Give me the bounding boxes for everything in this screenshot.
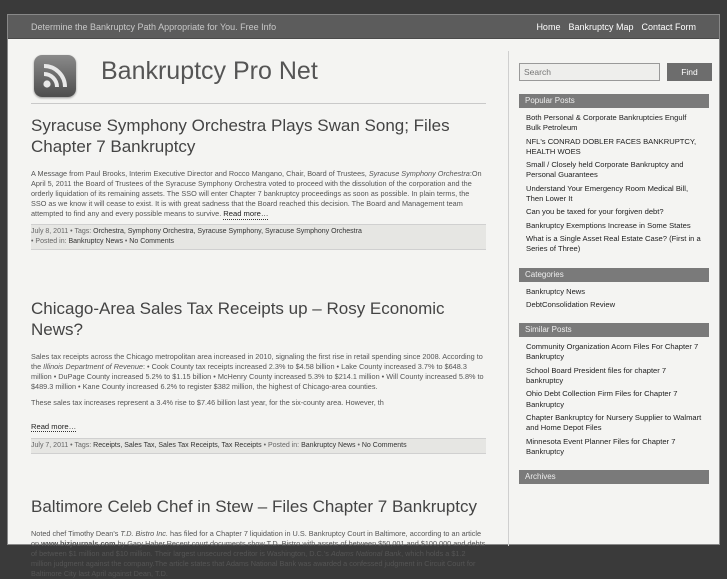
post-meta: July 8, 2011 • Tags: Orchestra, Symphony Orchestra, Syracuse Symphony, Syracuse Symphony Orchestra • Posted in: Bankruptcy News • No Comments xyxy=(31,224,486,250)
post-tags-links[interactable]: Orchestra, Symphony Orchestra, Syracuse Symphony, Syracuse Symphony Orchestra xyxy=(93,228,362,235)
popular-post-link[interactable]: What is a Single Asset Real Estate Case? (First in a Series of Three) xyxy=(526,233,701,254)
site-tagline: Determine the Bankruptcy Path Appropriate for You. Free Info xyxy=(31,21,277,32)
page xyxy=(7,14,720,578)
site-header xyxy=(31,51,486,104)
popular-post-link[interactable]: Bankruptcy Exemptions Increase in Some States xyxy=(526,220,691,230)
nav-bankruptcy-map-link[interactable]: Bankruptcy Map xyxy=(568,21,634,32)
widget-title: Popular Posts xyxy=(519,94,709,108)
post-excerpt: Noted chef Timothy Dean's T.D. Bistro Inc. has filed for a Chapter 7 liquidation in U.S. Bankruptcy Court in Baltimore, according to an article on www.bizjournals.com by Gary Haber.Recent court documents show T.D. Bistro with assets of between $50,001 and $100,000 and debts of between $1 million and $10 million. Their largest unsecured creditor is Washington, D.C.'s Adams National Bank, which holds a $1.2 million judgment against the company.The article states that Adams National Bank was awarded a confessed judgment in Circuit Court for Baltimore City last April against Dean, T.D. xyxy=(31,529,486,578)
top-nav xyxy=(536,22,696,32)
categories-widget xyxy=(519,268,721,318)
popular-post-link[interactable]: Can you be taxed for your forgiven debt? xyxy=(526,207,664,217)
search-form xyxy=(519,63,721,81)
search-input[interactable] xyxy=(519,63,660,81)
post xyxy=(31,298,486,482)
post xyxy=(31,496,486,579)
widget-title: Archives xyxy=(519,470,709,484)
post-tags-links[interactable]: Receipts, Sales Tax, Sales Tax Receipts, Tax Receipts xyxy=(93,442,262,449)
read-more-link[interactable]: Read more… xyxy=(223,209,269,218)
post-category-link[interactable]: Bankruptcy News xyxy=(301,442,356,449)
top-bar xyxy=(8,15,719,39)
nav-contact-form-link[interactable]: Contact Form xyxy=(641,21,696,32)
widget-title: Similar Posts xyxy=(519,323,709,337)
post-category-link[interactable]: Bankruptcy News xyxy=(68,238,123,245)
category-link[interactable]: Bankruptcy News xyxy=(526,286,586,296)
widget-title: Categories xyxy=(519,268,709,282)
popular-posts-widget xyxy=(519,94,721,262)
popular-post-link[interactable]: NFL's CONRAD DOBLER FACES BANKRUPTCY, HEALTH WOES xyxy=(526,136,697,156)
popular-post-link[interactable]: Small / Closely held Corporate Bankruptcy and Personal Guarantees xyxy=(526,160,684,180)
post-comments-link[interactable]: No Comments xyxy=(361,442,407,449)
nav-home-link[interactable]: Home xyxy=(536,21,561,32)
post-excerpt: Sales tax receipts across the Chicago metropolitan area increased in 2010, signaling the first rise in retail spending since 2008. According to the Illinois Department of Revenue: • Cook County tax receipts increased 2.3% to $4.58 billion • Lake County increased 3.7% to $648.3 million • DuPage County increased 5.2% to $1.15 billion • McHenry County increased 5.3% to $214.1 million • Will County increased 5.8% to $489.3 million • Kane County increased 6.2% to register $382 million, the highest of Chicago-area counties. xyxy=(31,352,484,391)
similar-post-link[interactable]: Community Organization Acorn Files For Chapter 7 Bankruptcy xyxy=(526,342,699,362)
popular-post-link[interactable]: Both Personal & Corporate Bankruptcies Engulf Bulk Petroleum xyxy=(526,113,687,133)
category-link[interactable]: DebtConsolidation Review xyxy=(526,299,616,309)
rss-feed-icon[interactable] xyxy=(34,55,76,97)
find-button[interactable]: Find xyxy=(667,63,712,81)
main-content xyxy=(31,115,486,579)
post-title-link[interactable]: Chicago-Area Sales Tax Receipts up – Rosy Economic News? xyxy=(31,299,445,339)
post-comments-link[interactable]: No Comments xyxy=(129,238,175,245)
similar-post-link[interactable]: Minnesota Event Planner Files for Chapter 7 Bankruptcy xyxy=(526,436,676,456)
similar-posts-widget xyxy=(519,323,721,464)
archives-widget xyxy=(519,470,721,484)
post xyxy=(31,115,486,282)
post-title-link[interactable]: Syracuse Symphony Orchestra Plays Swan Song; Files Chapter 7 Bankruptcy xyxy=(31,116,450,156)
similar-post-link[interactable]: Ohio Debt Collection Firm Files for Chapter 7 Bankruptcy xyxy=(526,389,678,409)
sidebar xyxy=(508,51,721,546)
post-title-link[interactable]: Baltimore Celeb Chef in Stew – Files Chapter 7 Bankruptcy xyxy=(31,497,477,516)
similar-post-link[interactable]: Chapter Bankruptcy for Nursery Supplier to Walmart and Home Depot Files xyxy=(526,412,702,433)
post-excerpt-paragraph: These sales tax increases represent a 3.4% rise to $7.46 billion last year, for the six-county area. However, th xyxy=(31,398,384,407)
post-meta: July 7, 2011 • Tags: Receipts, Sales Tax, Sales Tax Receipts, Tax Receipts • Posted in: Bankruptcy News • No Comments xyxy=(31,438,486,454)
site-title[interactable]: Bankruptcy Pro Net xyxy=(101,57,318,85)
popular-post-link[interactable]: Understand Your Emergency Room Medical Bill, Then Lower It xyxy=(526,183,689,204)
read-more-link[interactable]: Read more… xyxy=(31,422,77,431)
similar-post-link[interactable]: School Board President files for chapter 7 bankruptcy xyxy=(526,365,667,386)
post-excerpt: A Message from Paul Brooks, Interim Executive Director and Rocco Mangano, Chair, Board of Trustees, Syracuse Symphony Orchestra:On April 5, 2011 the Board of Trustees of the Syracuse Symphony Orchestra voted to proceed with the dissolution of the corporation and the orderly liquidation of its remaining assets. The SSO will enter Chapter 7 bankruptcy proceedings as soon as possible. In plain terms, the SSO as we know it will cease to exist. It is with great sadness that the Board reached this decision. The Board and Management team attempted to find any and every possible means to survive. Read more… xyxy=(31,169,482,218)
